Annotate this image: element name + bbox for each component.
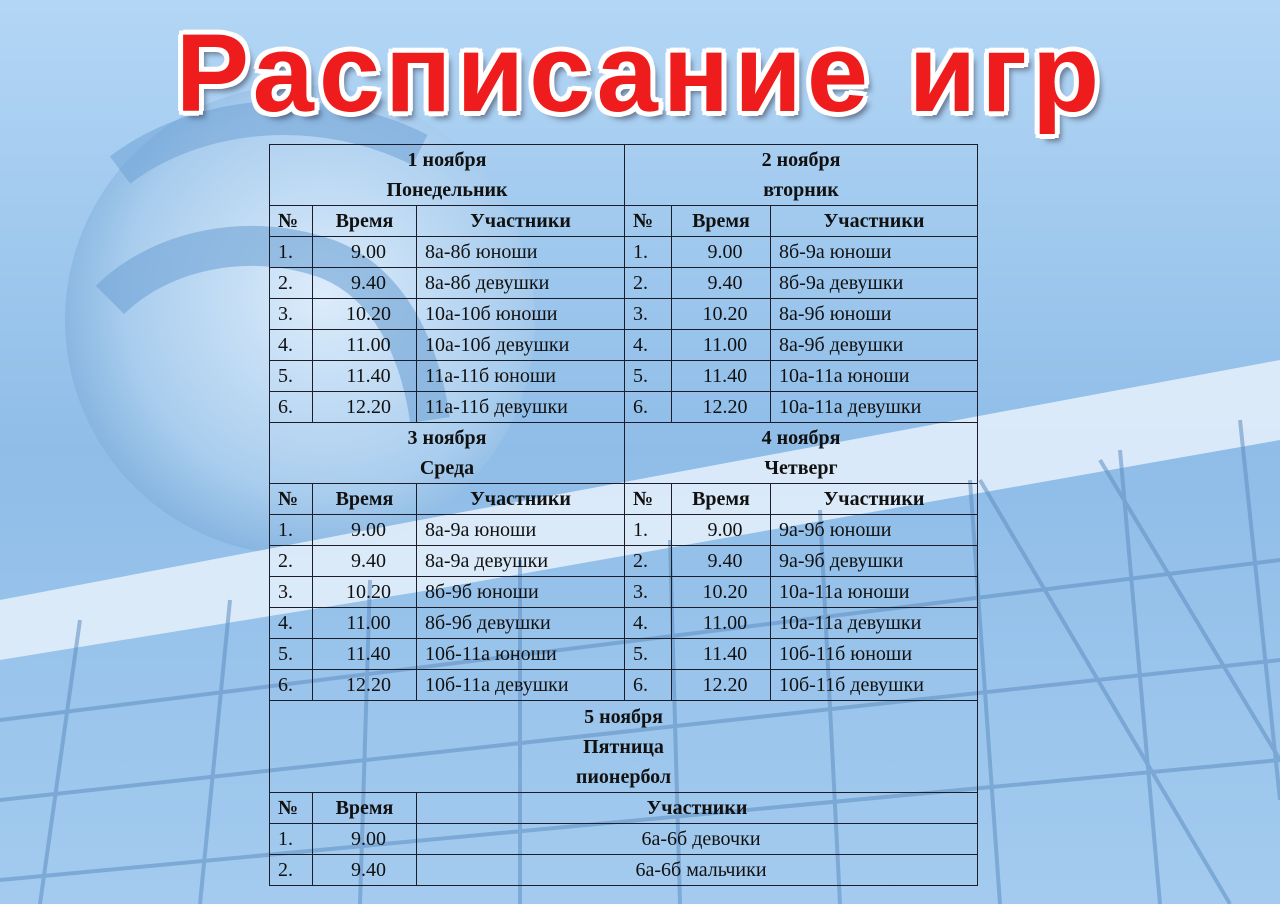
game-teams: 9а-9б девушки [771, 546, 978, 577]
col-num-header: № [625, 484, 672, 515]
game-time: 12.20 [313, 670, 417, 701]
game-teams: 10б-11а юноши [417, 639, 625, 670]
col-time-header: Время [313, 793, 417, 824]
game-teams: 6а-6б девочки [417, 824, 978, 855]
game-time: 9.40 [313, 546, 417, 577]
col-participants-header: Участники [417, 793, 978, 824]
day-weekday: Понедельник [386, 179, 508, 201]
game-num: 2. [270, 855, 313, 886]
table-row [270, 515, 978, 546]
game-num: 3. [625, 577, 672, 608]
game-teams: 11а-11б юноши [417, 361, 625, 392]
game-num: 6. [625, 392, 672, 423]
game-teams: 10а-10б юноши [417, 299, 625, 330]
col-time-header: Время [313, 206, 417, 237]
column-header-row [270, 793, 978, 824]
table-row [270, 546, 978, 577]
day-date: 1 ноября [407, 149, 487, 171]
game-num: 1. [270, 824, 313, 855]
day-header [270, 423, 625, 484]
game-time: 10.20 [313, 299, 417, 330]
game-time: 10.20 [672, 577, 771, 608]
table-row [270, 330, 978, 361]
day-header [625, 423, 978, 484]
game-teams: 10а-10б девушки [417, 330, 625, 361]
col-time-header: Время [313, 484, 417, 515]
game-teams: 8а-9а юноши [417, 515, 625, 546]
game-teams: 8б-9б девушки [417, 608, 625, 639]
game-num: 2. [625, 268, 672, 299]
game-num: 6. [625, 670, 672, 701]
col-participants-header: Участники [417, 484, 625, 515]
game-time: 11.40 [672, 361, 771, 392]
day-sport: пионербол [575, 765, 672, 788]
day-header-row [270, 423, 978, 484]
game-teams: 8а-8б девушки [417, 268, 625, 299]
table-row [270, 855, 978, 886]
game-num: 5. [270, 361, 313, 392]
col-num-header: № [625, 206, 672, 237]
col-num-header: № [270, 484, 313, 515]
game-teams: 8б-9б юноши [417, 577, 625, 608]
game-num: 3. [270, 299, 313, 330]
game-teams: 10а-11а девушки [771, 608, 978, 639]
game-num: 1. [625, 237, 672, 268]
col-num-header: № [270, 206, 313, 237]
game-time: 10.20 [313, 577, 417, 608]
day-date: 5 ноября [584, 705, 663, 728]
game-teams: 8б-9а юноши [771, 237, 978, 268]
game-num: 1. [625, 515, 672, 546]
day-weekday: Четверг [764, 457, 838, 479]
game-time: 9.00 [313, 515, 417, 546]
table-row [270, 237, 978, 268]
col-num-header: № [270, 793, 313, 824]
game-teams: 10а-11а юноши [771, 361, 978, 392]
game-teams: 10а-11а девушки [771, 392, 978, 423]
game-num: 3. [625, 299, 672, 330]
game-num: 2. [270, 268, 313, 299]
game-teams: 11а-11б девушки [417, 392, 625, 423]
game-teams: 8б-9а девушки [771, 268, 978, 299]
game-num: 5. [270, 639, 313, 670]
game-time: 9.00 [672, 237, 771, 268]
game-num: 6. [270, 670, 313, 701]
day-date: 4 ноября [761, 427, 841, 449]
day-weekday: Пятница [583, 735, 664, 758]
game-teams: 6а-6б мальчики [417, 855, 978, 886]
game-num: 6. [270, 392, 313, 423]
game-teams: 8а-9б юноши [771, 299, 978, 330]
game-time: 11.00 [313, 330, 417, 361]
table-row [270, 670, 978, 701]
game-time: 11.40 [672, 639, 771, 670]
game-time: 9.00 [313, 237, 417, 268]
table-row [270, 824, 978, 855]
column-header-row [270, 206, 978, 237]
game-teams: 9а-9б юноши [771, 515, 978, 546]
day-weekday: вторник [763, 179, 839, 201]
page-title: Расписание игр [175, 12, 1105, 135]
game-time: 9.40 [672, 268, 771, 299]
col-participants-header: Участники [417, 206, 625, 237]
game-time: 9.40 [672, 546, 771, 577]
day-date: 2 ноября [761, 149, 841, 171]
game-num: 2. [270, 546, 313, 577]
table-row [270, 268, 978, 299]
game-time: 9.00 [313, 824, 417, 855]
game-teams: 8а-9б девушки [771, 330, 978, 361]
schedule-table [269, 144, 978, 886]
game-num: 1. [270, 515, 313, 546]
game-teams: 8а-9а девушки [417, 546, 625, 577]
game-num: 5. [625, 361, 672, 392]
table-row [270, 639, 978, 670]
game-num: 5. [625, 639, 672, 670]
table-row [270, 577, 978, 608]
game-time: 11.00 [672, 330, 771, 361]
day-header-row [270, 701, 978, 793]
game-time: 11.40 [313, 639, 417, 670]
day-date: 3 ноября [407, 427, 487, 449]
game-time: 9.00 [672, 515, 771, 546]
game-time: 12.20 [313, 392, 417, 423]
game-time: 12.20 [672, 670, 771, 701]
game-time: 9.40 [313, 268, 417, 299]
game-teams: 8а-8б юноши [417, 237, 625, 268]
table-row [270, 608, 978, 639]
game-num: 3. [270, 577, 313, 608]
game-time: 10.20 [672, 299, 771, 330]
game-num: 4. [270, 608, 313, 639]
game-time: 11.00 [313, 608, 417, 639]
day-header [625, 145, 978, 206]
game-teams: 10б-11а девушки [417, 670, 625, 701]
game-time: 11.00 [672, 608, 771, 639]
table-row [270, 392, 978, 423]
day-weekday: Среда [419, 457, 475, 479]
game-time: 12.20 [672, 392, 771, 423]
day-header [270, 145, 625, 206]
day-header-row [270, 145, 978, 206]
game-num: 4. [625, 608, 672, 639]
game-time: 9.40 [313, 855, 417, 886]
game-num: 1. [270, 237, 313, 268]
day-header [270, 701, 978, 793]
game-teams: 10б-11б девушки [771, 670, 978, 701]
col-participants-header: Участники [771, 484, 978, 515]
game-num: 4. [270, 330, 313, 361]
table-row [270, 299, 978, 330]
column-header-row [270, 484, 978, 515]
game-num: 2. [625, 546, 672, 577]
table-row [270, 361, 978, 392]
col-time-header: Время [672, 206, 771, 237]
game-teams: 10а-11а юноши [771, 577, 978, 608]
col-time-header: Время [672, 484, 771, 515]
game-teams: 10б-11б юноши [771, 639, 978, 670]
game-num: 4. [625, 330, 672, 361]
game-time: 11.40 [313, 361, 417, 392]
col-participants-header: Участники [771, 206, 978, 237]
